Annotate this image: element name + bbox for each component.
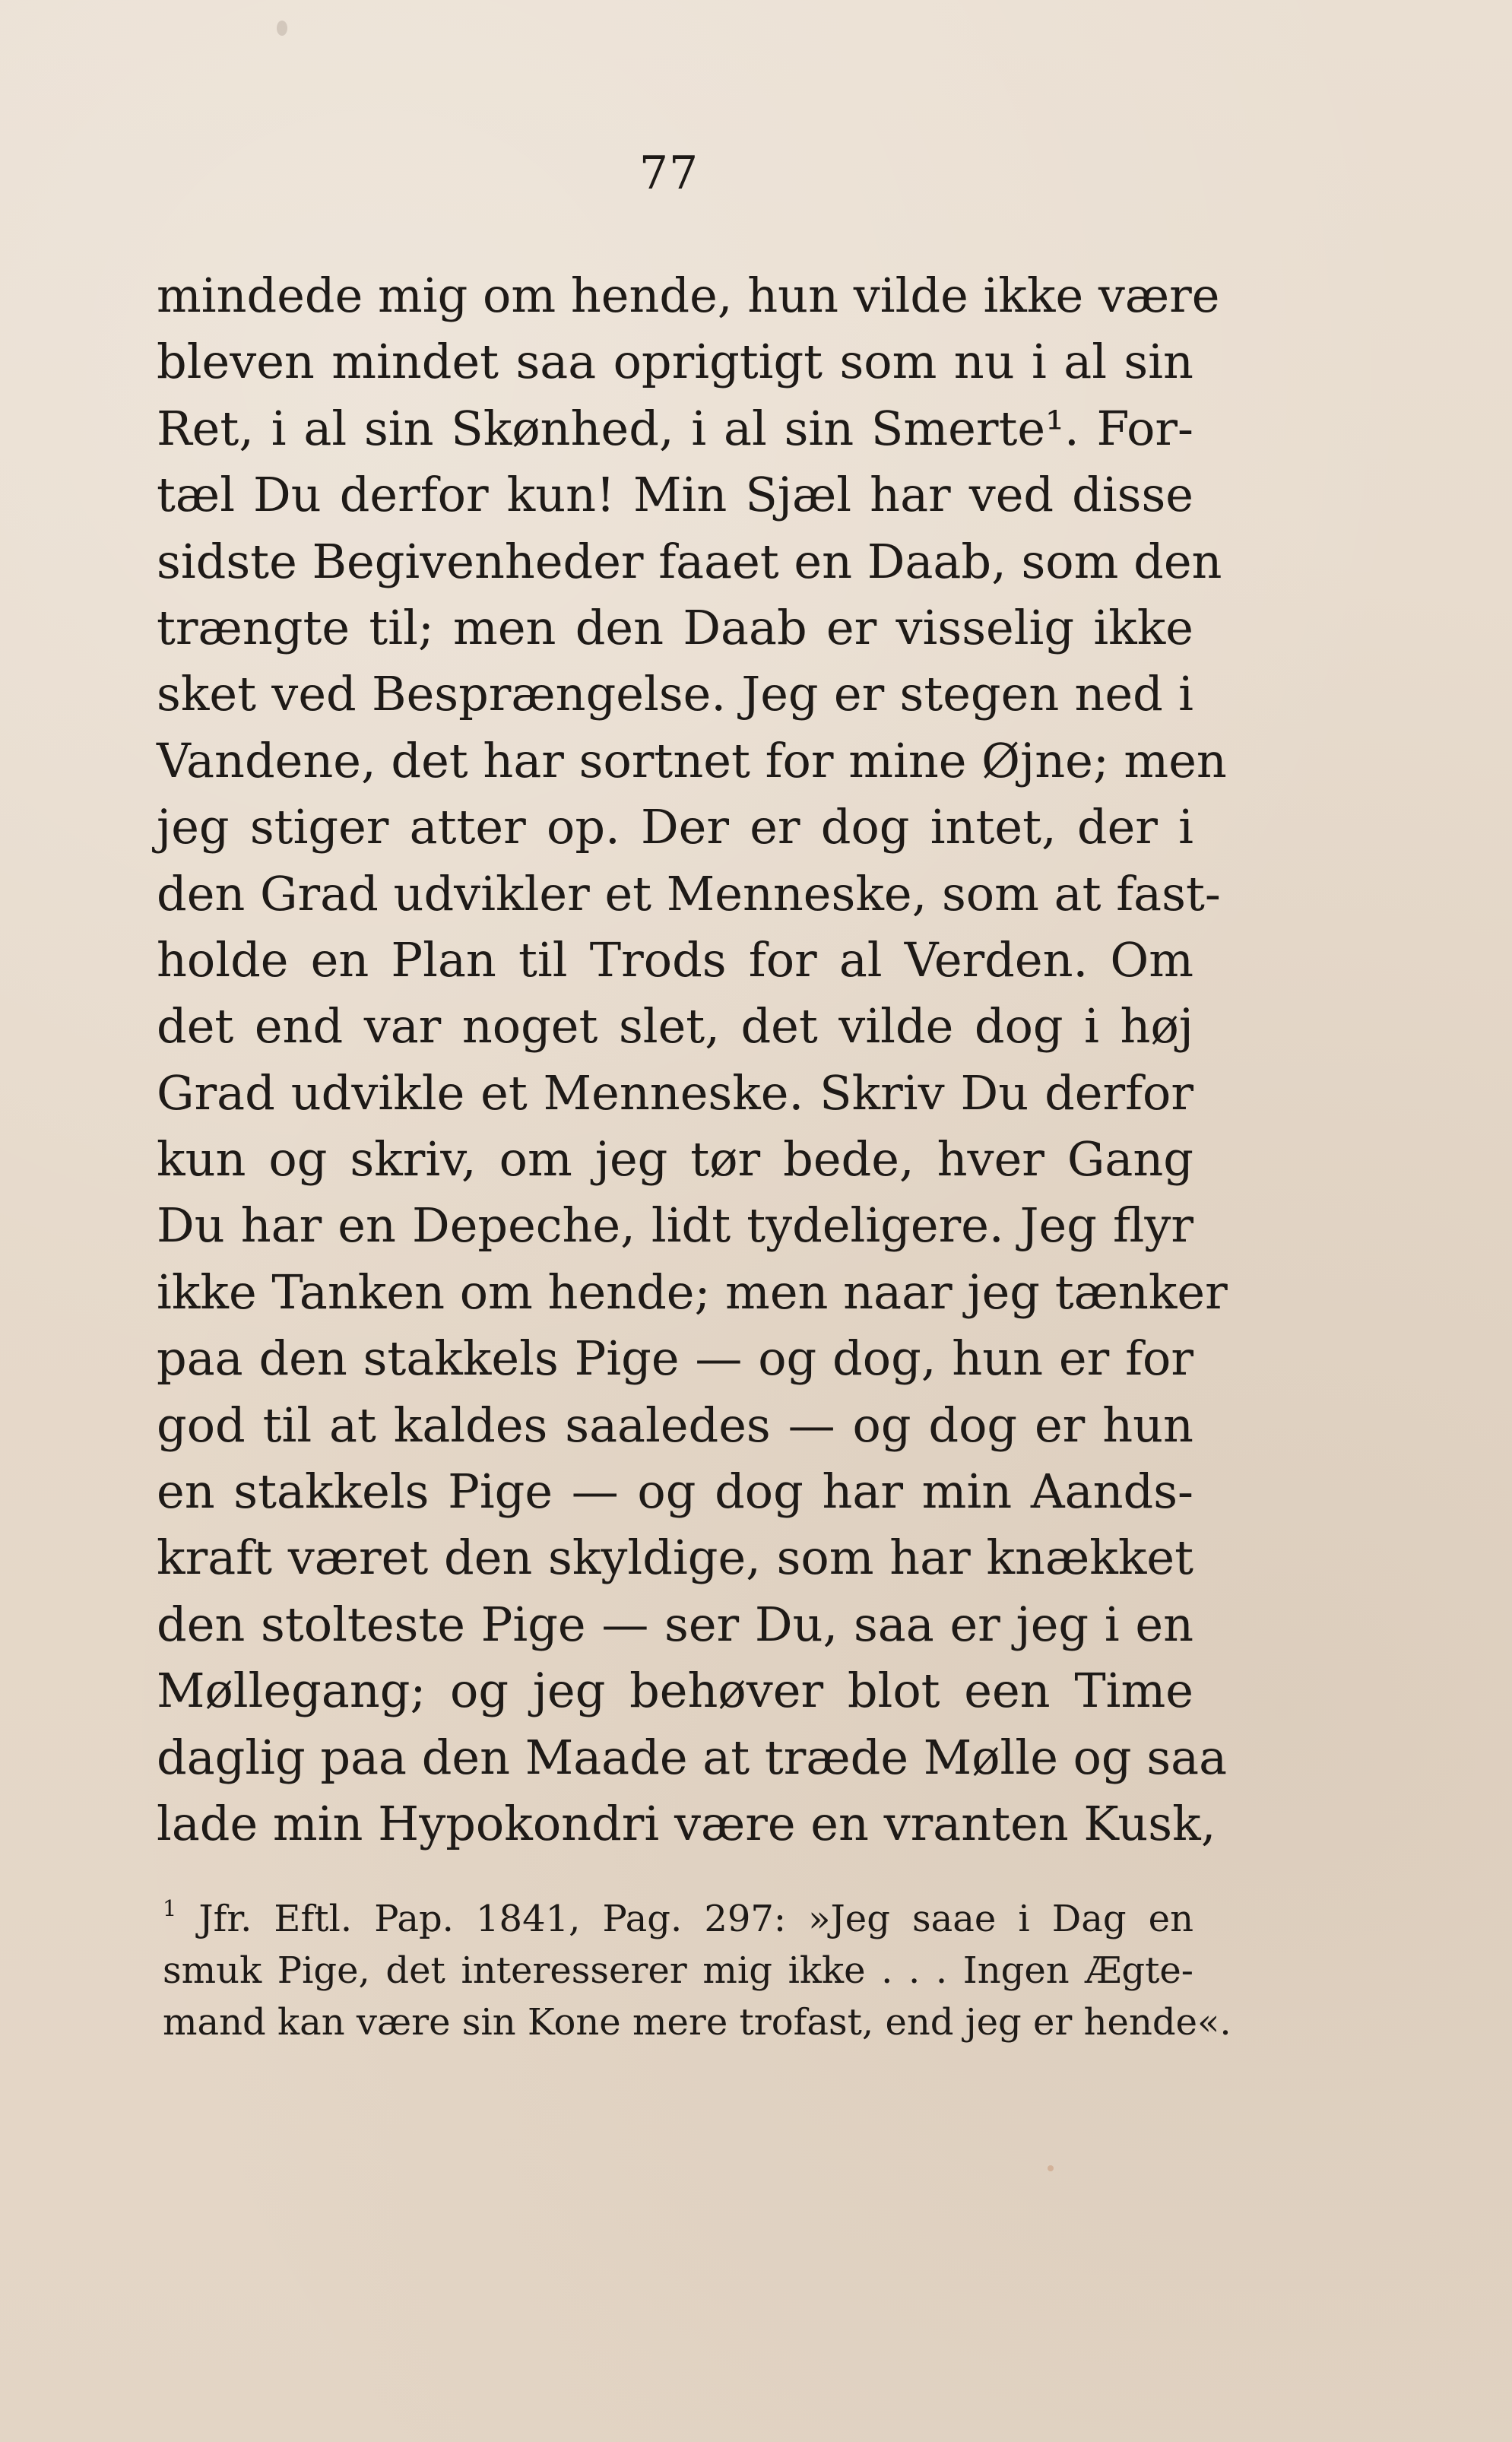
body-line: det end var noget slet, det vilde dog i høj [157,998,1193,1054]
body-line: god til at kaldes saaledes — og dog er hun [157,1397,1193,1453]
body-line: Vandene, det har sortnet for mine Øjne; men [157,732,1227,788]
body-line: kun og skriv, om jeg tør bede, hver Gang [157,1131,1193,1188]
body-line: bleven mindet saa oprigtigt som nu i al sin [157,334,1193,390]
body-line: Ret, i al sin Skønhed, i al sin Smerte¹. For- [157,400,1193,456]
body-line: en stakkels Pige — og dog har min Aands- [157,1464,1193,1520]
footnote-line [163,1893,1193,1945]
body-line: lade min Hypokondri være en vranten Kusk, [157,1795,1216,1851]
body-line: ikke Tanken om hende; men naar jeg tænker [157,1264,1228,1320]
body-line: mindede mig om hende, hun vilde ikke være [157,268,1220,323]
body-line: sidste Begivenheder faaet en Daab, som den [157,533,1222,589]
footnote-line: mand kan være sin Kone mere trofast, end jeg er hende«. [163,2001,1231,2044]
body-line: paa den stakkels Pige — og dog, hun er for [157,1330,1193,1387]
body-line: holde en Plan til Trods for al Verden. Om [157,931,1193,988]
footnote-line: smuk Pige, det interesserer mig ikke . . . Ingen Ægte- [163,1949,1193,1992]
footnote-text: Jfr. Eftl. Pap. 1841, Pag. 297: »Jeg saae i Dag en [198,1898,1193,1940]
footnote [163,1893,1231,2048]
body-line: tæl Du derfor kun! Min Sjæl har ved disse [157,467,1193,523]
body-line: sket ved Besprængelse. Jeg er stegen ned i [157,666,1193,722]
body-text [157,262,1228,1857]
body-line: Grad udvikle et Menneske. Skriv Du derfor [157,1064,1193,1121]
body-line: kraft været den skyldige, som har knækket [157,1530,1193,1586]
footnote-marker: 1 [163,1895,177,1921]
body-line: trængte til; men den Daab er visselig ikke [157,599,1193,655]
paper-speck [1048,2165,1054,2171]
body-line: Du har en Depeche, lidt tydeligere. Jeg flyr [157,1197,1193,1254]
body-line: daglig paa den Maade at træde Mølle og saa [157,1729,1228,1785]
body-line: den stolteste Pige — ser Du, saa er jeg i en [157,1596,1193,1652]
paper-speck [277,21,287,36]
body-line: jeg stiger atter op. Der er dog intet, der i [157,799,1193,855]
page-number: 77 [639,147,699,200]
body-line: den Grad udvikler et Menneske, som at fast- [157,865,1221,921]
body-line: Møllegang; og jeg behøver blot een Time [157,1663,1193,1719]
